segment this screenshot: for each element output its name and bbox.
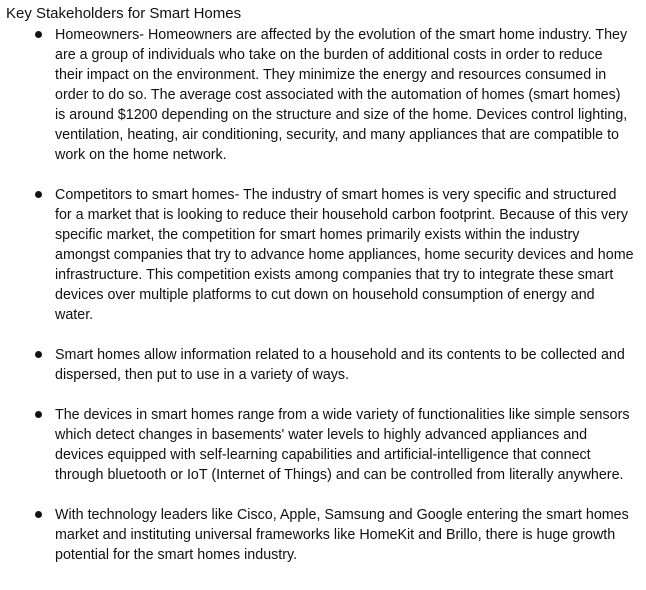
list-item (6, 185, 640, 325)
list-item-text: With technology leaders like Cisco, Apple, Samsung and Google entering the smart homes market and instituting universal frameworks like HomeKit and Brillo, there is huge growth potential for the smart homes industry. (55, 507, 629, 563)
bullet-icon (35, 31, 42, 38)
bullet-icon (35, 191, 42, 198)
document-title: Key Stakeholders for Smart Homes (6, 5, 242, 22)
list-item (6, 25, 640, 165)
list-item-text: The devices in smart homes range from a wide variety of functionalities like simple sensors which detect changes in basements' water levels to highly advanced appliances and devices equipped with self-learning capabilities and artificial-intelligence that connect through bluetooth or IoT (Internet of Things) and can be controlled from literally anywhere. (55, 407, 630, 483)
bullet-icon (35, 511, 42, 518)
stakeholder-list (6, 25, 640, 565)
bullet-icon (35, 351, 42, 358)
list-item-text: Competitors to smart homes- The industry of smart homes is very specific and structured for a market that is looking to reduce their household carbon footprint. Because of this very specific market, the competition for smart homes primarily exists within the industry amongst companies that try to advance home appliances, home security devices and home infrastructure. This competition exists among companies that try to integrate these smart devices over multiple platforms to cut down on household consumption of energy and water. (55, 187, 634, 323)
bullet-icon (35, 411, 42, 418)
list-item-text: Homeowners- Homeowners are affected by the evolution of the smart home industry. They are a group of individuals who take on the burden of additional costs in order to reduce their impact on the environment. They minimize the energy and resources consumed in order to do so. The average cost associated with the automation of homes (smart homes) is around $1200 depending on the structure and size of the home. Devices control lighting, ventilation, heating, air conditioning, security, and many appliances that are compatible to work on the home network. (55, 27, 628, 163)
list-item (6, 505, 640, 565)
list-item (6, 405, 640, 485)
list-item (6, 345, 640, 385)
list-item-text: Smart homes allow information related to a household and its contents to be collected and dispersed, then put to use in a variety of ways. (55, 347, 625, 383)
